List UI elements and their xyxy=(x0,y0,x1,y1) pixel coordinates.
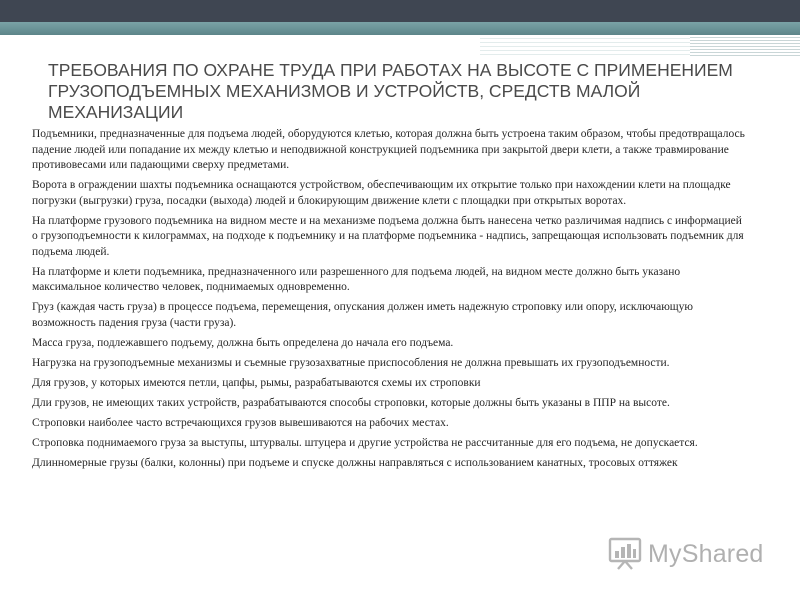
header-decorative-lines xyxy=(480,35,800,57)
watermark-text: MyShared xyxy=(648,539,764,568)
body-paragraph: Ворота в ограждении шахты подъемника оснащаются устройством, обеспечивающим их открытие только при нахождении клети на площадке погрузки (выгрузки) груза, посадки (выхода) людей и блокирующим движение клети с площадки при открытых воротах. xyxy=(32,179,731,207)
body-paragraph: Масса груза, подлежавшего подъему, должна быть определена до начала его подъема. xyxy=(32,336,454,349)
slide-title: ТРЕБОВАНИЯ ПО ОХРАНЕ ТРУДА ПРИ РАБОТАХ НА ВЫСОТЕ С ПРИМЕНЕНИЕМ ГРУЗОПОДЪЕМНЫХ МЕХАНИЗМОВ И УСТРОЙСТВ, СРЕДСТВ МАЛОЙ МЕХАНИЗАЦИИ xyxy=(48,60,733,122)
bar-chart-presentation-icon xyxy=(608,537,642,571)
body-paragraph: Дли грузов, не имеющих таких устройств, разрабатываются способы строповки, которые должны быть указаны в ППР на высоте. xyxy=(32,396,670,409)
body-paragraph: На платформе и клети подъемника, предназначенного или разрешенного для подъема людей, на видном месте должно быть указано максимальное количество человек, поднимаемых одновременно. xyxy=(32,265,681,293)
body-paragraph: Строповки наиболее часто встречающихся грузов вывешиваются на рабочих местах. xyxy=(32,416,449,429)
body-paragraph: На платформе грузового подъемника на видном месте и на механизме подъема должна быть нанесена четко различимая надпись с информацией о грузоподъемности к килограммах, на подходе к подъемнику и на платформе подъемника - надпись, запрещающая использовать подъемник для подъема людей. xyxy=(32,214,744,258)
body-paragraph: Строповка поднимаемого груза за выступы, штурвалы. штуцера и другие устройства не рассчитанные для его подъема, не допускается. xyxy=(32,436,698,449)
body-paragraph: Груз (каждая часть груза) в процессе подъема, перемещения, опускания должен иметь надежную строповку или опору, исключающую возможность падения груза (части груза). xyxy=(32,301,693,329)
header-accent-strip xyxy=(0,22,800,35)
slide-body xyxy=(32,127,748,476)
body-paragraph: Нагрузка на грузоподъемные механизмы и съемные грузозахватные приспособления не должна превышать их грузоподъемности. xyxy=(32,356,670,369)
watermark-logo xyxy=(608,537,764,571)
body-paragraph: Подъемники, предназначенные для подъема людей, оборудуются клетью, которая должна быть устроена таким образом, чтобы предотвращалось падение людей или попадание их между клетью и неподвижной конструкцией подъемника при закрытой двери клети, а также травмирование противовесами или падающими сверху предметами. xyxy=(32,128,745,171)
header-dark-band xyxy=(0,0,800,22)
body-paragraph: Длинномерные грузы (балки, колонны) при подъеме и спуске должны направляться с использованием канатных, тросовых оттяжек xyxy=(32,456,678,469)
body-paragraph: Для грузов, у которых имеются петли, цапфы, рымы, разрабатываются схемы их строповки xyxy=(32,376,481,389)
